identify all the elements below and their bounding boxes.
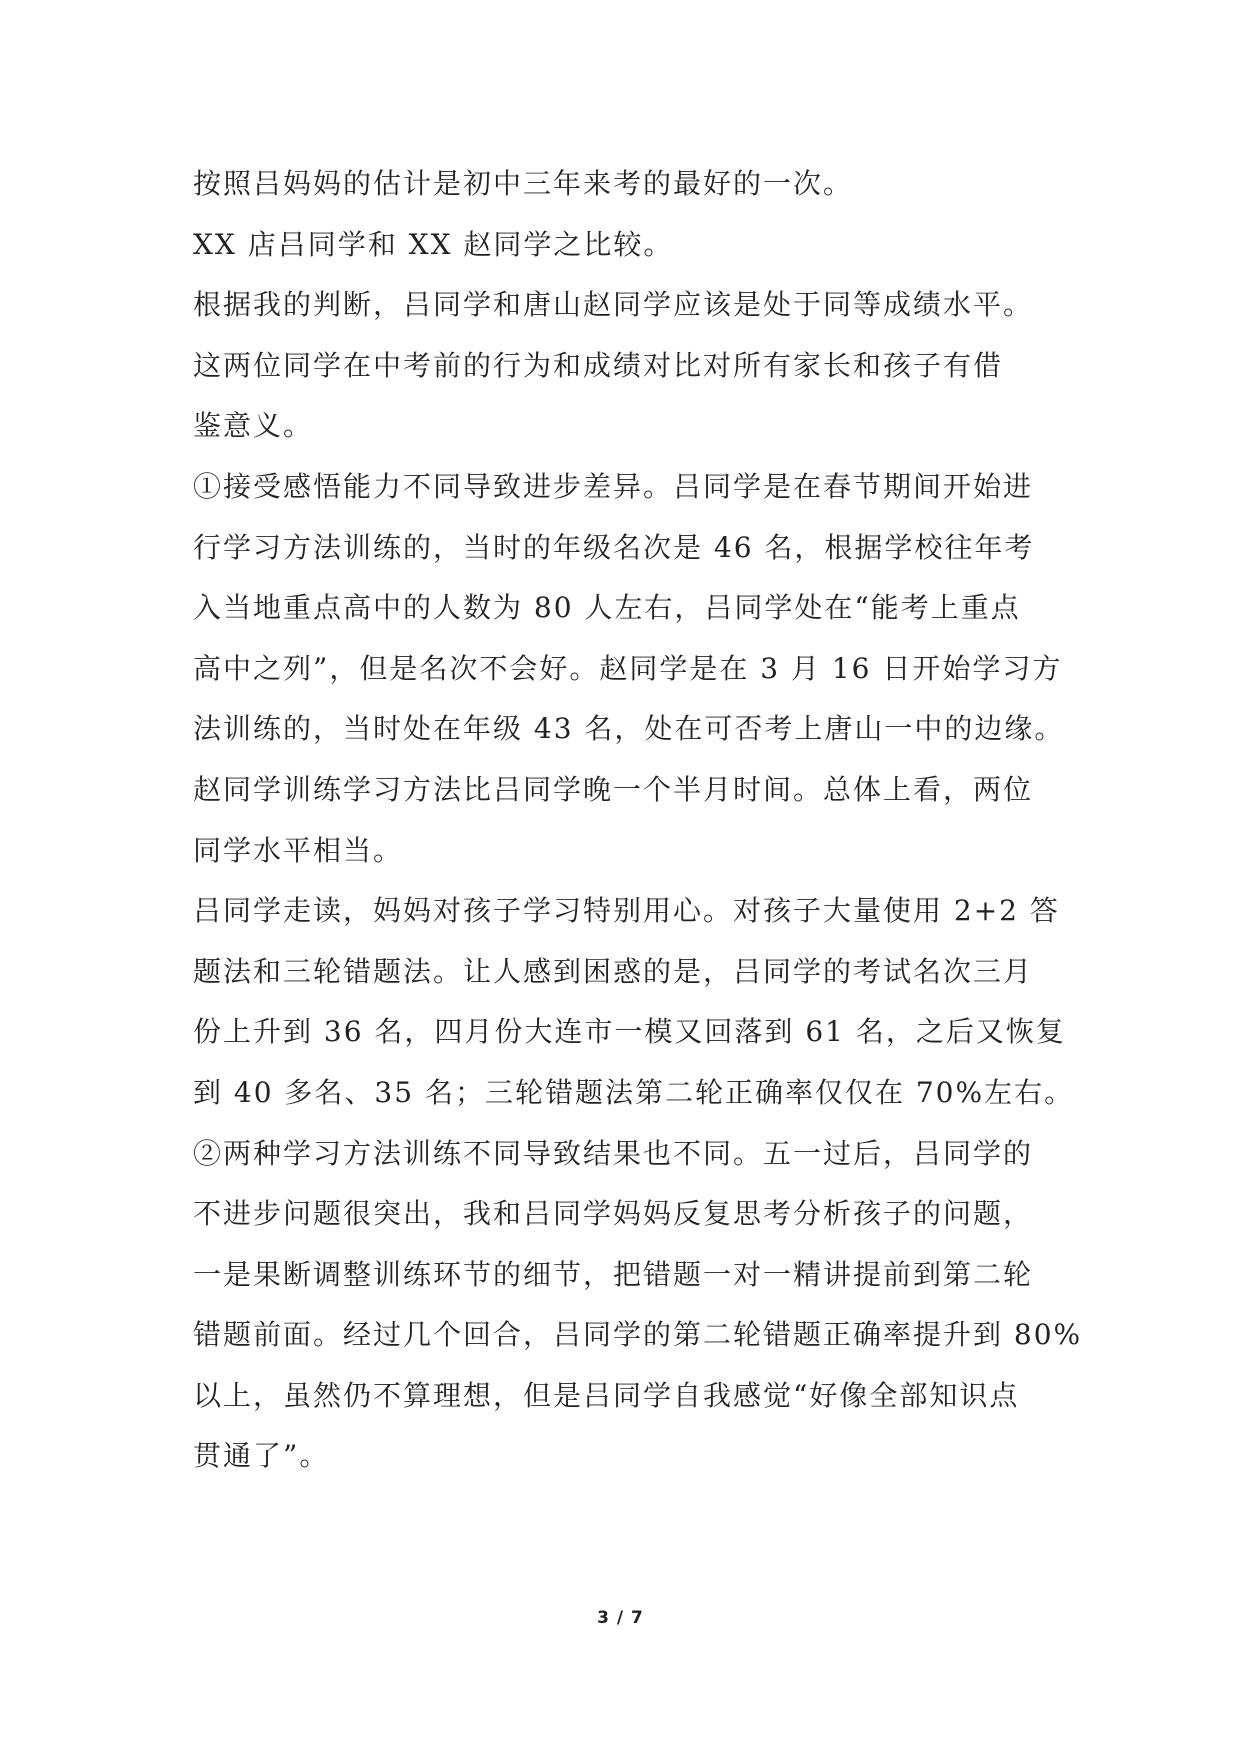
- text-line: 份上升到 36 名，四月份大连市一模又回落到 61 名，之后又恢复: [193, 1015, 1066, 1049]
- text-line: 根据我的判断，吕同学和唐山赵同学应该是处于同等成绩水平。: [193, 288, 1034, 322]
- text-line: 法训练的，当时处在年级 43 名，处在可否考上唐山一中的边缘。: [193, 712, 1065, 746]
- text-line: 贯通了”。: [193, 1439, 330, 1473]
- text-line: 一是果断调整训练环节的细节，把错题一对一精讲提前到第二轮: [193, 1257, 1034, 1291]
- text-line: 错题前面。经过几个回合，吕同学的第二轮错题正确率提升到 80%: [193, 1318, 1083, 1352]
- text-line: ②两种学习方法训练不同导致结果也不同。五一过后，吕同学的: [193, 1136, 1034, 1170]
- text-line: 赵同学训练学习方法比吕同学晚一个半月时间。总体上看，两位: [193, 772, 1034, 806]
- text-line: 同学水平相当。: [193, 833, 404, 867]
- text-line: 以上，虽然仍不算理想，但是吕同学自我感觉“好像全部知识点: [193, 1378, 1020, 1412]
- text-line: 不进步问题很突出，我和吕同学妈妈反复思考分析孩子的问题，: [193, 1197, 1034, 1231]
- text-line: 题法和三轮错题法。让人感到困惑的是，吕同学的考试名次三月: [193, 954, 1034, 988]
- text-line: 吕同学走读，妈妈对孩子学习特别用心。对孩子大量使用 2+2 答: [193, 894, 1060, 928]
- text-line: 到 40 多名、35 名；三轮错题法第二轮正确率仅仅在 70%左右。: [193, 1075, 1075, 1109]
- body-text: [193, 160, 1083, 1493]
- text-line: XX 店吕同学和 XX 赵同学之比较。: [193, 227, 674, 261]
- text-line: 鉴意义。: [193, 409, 314, 443]
- text-line: 这两位同学在中考前的行为和成绩对比对所有家长和孩子有借: [193, 348, 1004, 382]
- text-line: 行学习方法训练的，当时的年级名次是 46 名，根据学校往年考: [193, 530, 1035, 564]
- text-line: ①接受感悟能力不同导致进步差异。吕同学是在春节期间开始进: [193, 469, 1034, 503]
- text-line: 高中之列”，但是名次不会好。赵同学是在 3 月 16 日开始学习方: [193, 651, 1063, 685]
- text-line: 按照吕妈妈的估计是初中三年来考的最好的一次。: [193, 167, 854, 200]
- page-number: 3 / 7: [597, 1608, 644, 1628]
- text-line: 入当地重点高中的人数为 80 人左右，吕同学处在“能考上重点: [193, 591, 1021, 625]
